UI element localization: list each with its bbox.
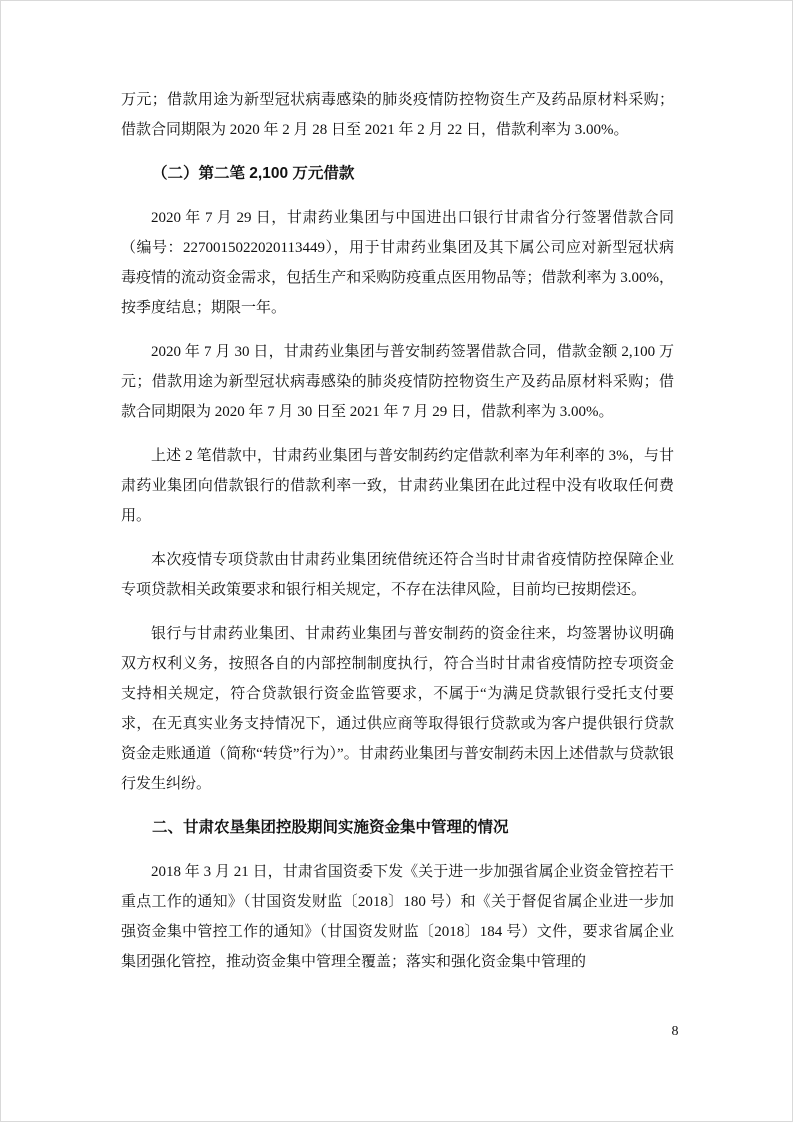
- section-heading-centralized-fund-management: 二、甘肃农垦集团控股期间实施资金集中管理的情况: [152, 819, 509, 836]
- paragraph-interest-rate-note: 上述 2 笔借款中，甘肃药业集团与普安制药约定借款利率为年利率的 3%，与甘肃药业集团向借款银行的借款利率一致，甘肃药业集团在此过程中没有收取任何费用。: [121, 448, 674, 524]
- paragraph-compliance-note: 本次疫情专项贷款由甘肃药业集团统借统还符合当时甘肃省疫情防控保障企业专项贷款相关政策要求和银行相关规定，不存在法律风险，目前均已按期偿还。: [121, 552, 674, 598]
- paragraph-continuation-loan1-terms: 万元；借款用途为新型冠状病毒感染的肺炎疫情防控物资生产及药品原材料采购；借款合同期限为 2020 年 2 月 28 日至 2021 年 2 月 22 日，借款利率为 3.00%。: [121, 92, 674, 138]
- paragraph-loan2-bank-contract: 2020 年 7 月 29 日，甘肃药业集团与中国进出口银行甘肃省分行签署借款合同（编号：2270015022020113449），用于甘肃药业集团及其下属公司应对新型冠状病毒疫情的流动资金需求，包括生产和采购防疫重点医用物品等；借款利率为 3.00%，按季度结息；期限一年。: [121, 210, 674, 316]
- section-heading-second-loan: （二）第二笔 2,100 万元借款: [152, 165, 355, 182]
- paragraph-fund-flow-agreements: 银行与甘肃药业集团、甘肃药业集团与普安制药的资金往来，均签署协议明确双方权利义务，按照各自的内部控制制度执行，符合当时甘肃省疫情防控专项资金支持相关规定，符合贷款银行资金监管要求，不属于“为满足贷款银行受托支付要求，在无真实业务支持情况下，通过供应商等取得银行贷款或为客户提供银行贷款资金走账通道（简称“转贷”行为）”。甘肃药业集团与普安制药未因上述借款与贷款银行发生纠纷。: [121, 626, 674, 792]
- paragraph-loan2-puan-contract: 2020 年 7 月 30 日，甘肃药业集团与普安制药签署借款合同，借款金额 2,100 万元；借款用途为新型冠状病毒感染的肺炎疫情防控物资生产及药品原材料采购；借款合同期限为 2020 年 7 月 30 日至 2021 年 7 月 29 日，借款利率为 3.00%。: [121, 344, 674, 420]
- document-body: [121, 85, 674, 991]
- page-number: 8: [671, 1024, 679, 1039]
- paragraph-sasac-notices: 2018 年 3 月 21 日，甘肃省国资委下发《关于进一步加强省属企业资金管控若干重点工作的通知》（甘国资发财监〔2018〕180 号）和《关于督促省属企业进一步加强资金集中管控工作的通知》（甘国资发财监〔2018〕184 号）文件，要求省属企业集团强化管控，推动资金集中管理全覆盖；落实和强化资金集中管理的: [121, 864, 674, 970]
